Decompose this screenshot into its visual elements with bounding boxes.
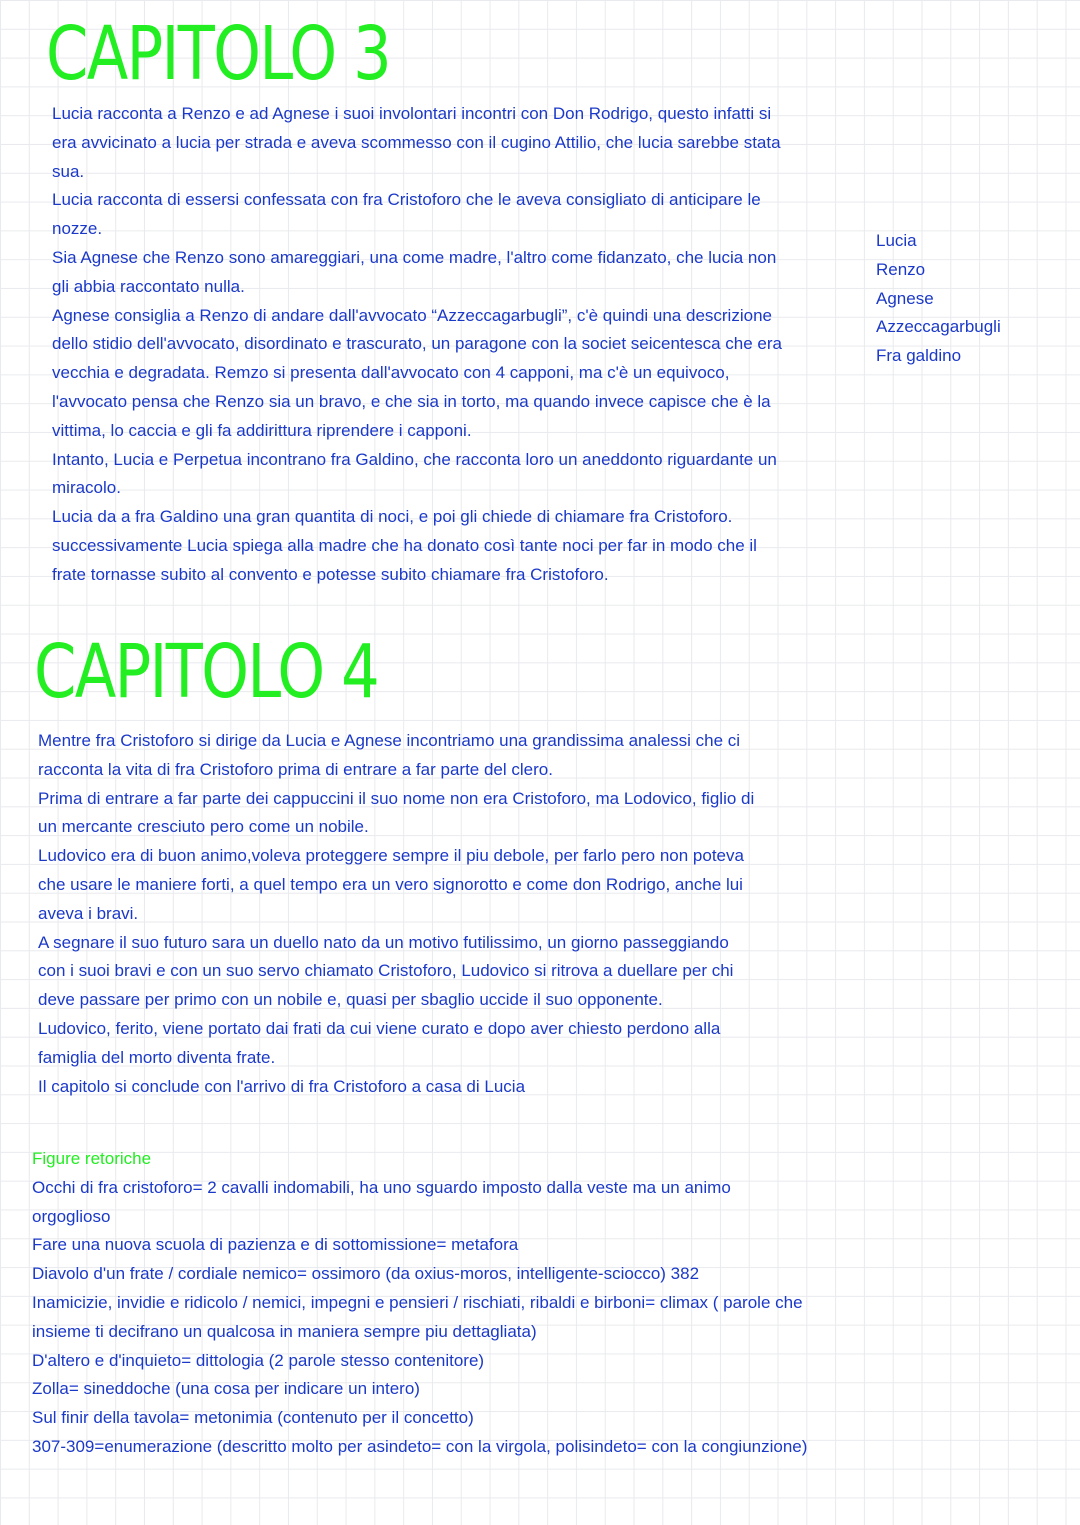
paragraph: Mentre fra Cristoforo si dirige da Lucia e Agnese incontriamo una grandissima analessi che ci racconta la vita di fra Cristoforo prima di entrare a far parte del clero.	[38, 731, 741, 779]
figure-item: Zolla= sineddoche (una cosa per indicare un intero)	[32, 1379, 420, 1399]
figure-item: Fare una nuova scuola di pazienza e di sottomissione= metafora	[32, 1235, 519, 1255]
character-item: Fra galdino	[876, 346, 962, 366]
paragraph: Ludovico era di buon animo,voleva proteggere sempre il piu debole, per farlo pero non poteva che usare le maniere forti, a quel tempo era un vero signorotto e come don Rodrigo, anche lui aveva i bravi.	[38, 846, 744, 923]
chapter-4-text	[38, 727, 758, 1101]
figures-heading: Figure retoriche	[32, 1149, 152, 1168]
paragraph: Intanto, Lucia e Perpetua incontrano fra Galdino, che racconta loro un aneddonto riguardante un miracolo.	[52, 449, 777, 498]
paragraph: Il capitolo si conclude con l'arrivo di fra Cristoforo a casa di Lucia	[38, 1076, 526, 1096]
paragraph: Agnese consiglia a Renzo di andare dall'avvocato “Azzeccagarbugli”, c'è quindi una descrizione dello stidio dell'avvocato, disordinato e trascurato, un paragone con la societ seicentesca che era vecchia e degradata. Remzo si presenta dall'avvocato con 4 capponi, ma c'è un equivoco, l'avvocato pensa che Renzo sia un bravo, e che sia in torto, ma quando invece capisce che è la vittima, lo caccia e gli fa addirittura riprendere i capponi.	[52, 305, 782, 440]
figure-item: Inamicizie, invidie e ridicolo / nemici, impegni e pensieri / rischiati, ribaldi e birboni= climax ( parole che insieme ti decifrano un qualcosa in maniera sempre piu dettagliata)	[32, 1292, 803, 1341]
chapter-3-text	[52, 100, 782, 590]
paragraph: Lucia racconta a Renzo e ad Agnese i suoi involontari incontri con Don Rodrigo, questo infatti si era avvicinato a lucia per strada e aveva scommesso con il cugino Attilio, che lucia sarebbe stata sua.	[52, 104, 781, 181]
figure-item: Sul finir della tavola= metonimia (contenuto per il concetto)	[32, 1408, 474, 1428]
character-item: Lucia	[876, 231, 917, 250]
paragraph: Prima di entrare a far parte dei cappuccini il suo nome non era Cristoforo, ma Lodovico, figlio di un mercante cresciuto pero come un nobile.	[38, 788, 755, 837]
chapter-4-title: CAPITOLO 4	[34, 629, 379, 715]
figure-item: Diavolo d'un frate / cordiale nemico= ossimoro (da oxius-moros, intelligente-sciocco) 382	[32, 1264, 700, 1284]
figure-item: Occhi di fra cristoforo= 2 cavalli indomabili, ha uno sguardo imposto dalla veste ma un animo orgoglioso	[32, 1177, 731, 1226]
figure-item: 307-309=enumerazione (descritto molto per asindeto= con la virgola, polisindeto= con la congiunzione)	[32, 1436, 808, 1456]
character-list	[876, 227, 1066, 371]
character-item: Renzo	[876, 259, 926, 279]
paragraph: A segnare il suo futuro sara un duello nato da un motivo futilissimo, un giorno passeggiando con i suoi bravi e con un suo servo chiamato Cristoforo, Ludovico si ritrova a duellare per chi deve passare per primo con un nobile e, quasi per sbaglio uccide il suo opponente.	[38, 932, 734, 1010]
character-item: Agnese	[876, 288, 934, 308]
paragraph: Sia Agnese che Renzo sono amareggiari, una come madre, l'altro come fidanzato, che lucia non gli abbia raccontato nulla.	[52, 247, 777, 296]
paragraph: Lucia da a fra Galdino una gran quantita di noci, e poi gli chiede di chiamare fra Cristoforo. successivamente Lucia spiega alla madre che ha donato così tante noci per far in modo che il frate tornasse subito al convento e potesse subito chiamare fra Cristoforo.	[52, 507, 757, 584]
character-item: Azzeccagarbugli	[876, 317, 1001, 337]
paragraph: Lucia racconta di essersi confessata con fra Cristoforo che le aveva consigliato di anticipare le nozze.	[52, 190, 761, 239]
rhetorical-figures	[32, 1145, 812, 1462]
chapter-3-title: CAPITOLO 3	[46, 11, 391, 97]
figure-item: D'altero e d'inquieto= dittologia (2 parole stesso contenitore)	[32, 1350, 485, 1370]
paragraph: Ludovico, ferito, viene portato dai frati da cui viene curato e dopo aver chiesto perdono alla famiglia del morto diventa frate.	[38, 1018, 721, 1067]
